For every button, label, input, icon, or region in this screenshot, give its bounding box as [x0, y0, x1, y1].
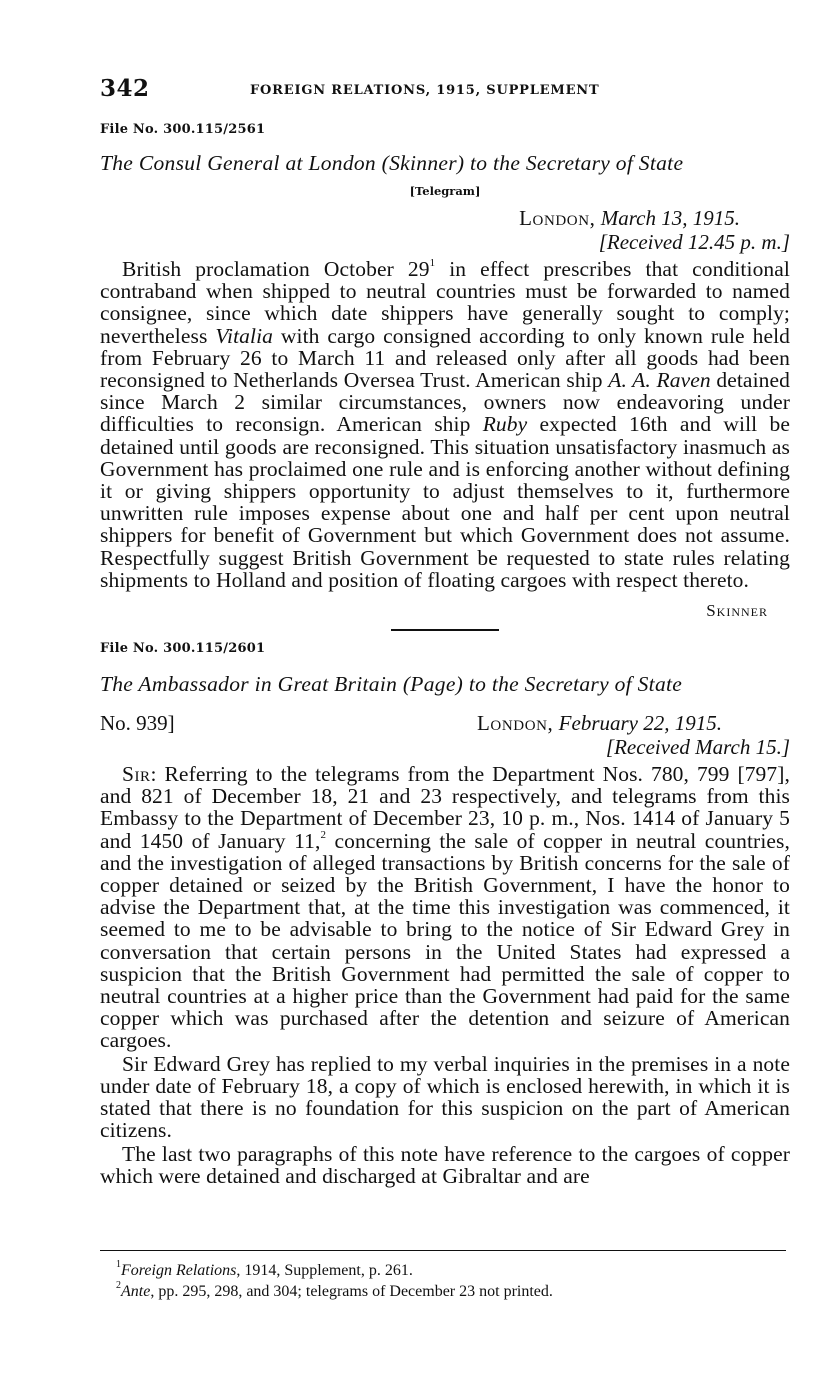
- running-head: [100, 70, 790, 110]
- dateline-place: London,: [519, 206, 596, 230]
- telegram-body: British proclamation October $29^1$ in effect prescribes that conditional contraband when shipped to neutral countries must be forwarded to named consignee, since which date shippers have generally sought to comply; nevertheless Vitalia with cargo consigned according to only known rule held from February 26 to March 11 and released only after all goods had been reconsigned to Netherlands Oversea Trust. American ship A. A. Raven detained since March 2 similar circumstances, owners now endeavoring under difficulties to reconsign. American ship Ruby expected 16th and will be detained until goods are reconsigned. This situation unsatisfactory inasmuch as Government has proclaimed one rule and is enforcing another without defining it or giving shippers opportunity to adjust themselves to it, furthermore unwritten rule imposes expense about one and half per cent upon neutral shippers for benefit of Government but which Government does not assume. Respectfully suggest British Government be requested to state rules relating shipments to Holland and position of floating cargoes with respect thereto.: [100, 256, 791, 592]
- page-number: 342: [100, 75, 150, 102]
- footnote-2: $^2$Ante, pp. 295, 298, and 304; telegrams of December 23 not printed.: [116, 1279, 553, 1300]
- dateline: [100, 711, 790, 759]
- dateline-date: February 22, 1915.: [558, 711, 722, 736]
- footnote-1: $^1$Foreign Relations, 1914, Supplement, p. 261.: [116, 1258, 413, 1279]
- despatch-number: No. 939]: [100, 711, 175, 736]
- footnote-ref: 1: [429, 256, 436, 269]
- paragraph: Sir Edward Grey has replied to my verbal inquiries in the premises in a note under date of February 18, a copy of which is enclosed herewith, in which it is stated that there is no foundation for this suspicion on the part of American citizens.: [100, 1051, 790, 1143]
- footnote-ref: 2: [320, 828, 327, 841]
- despatch-body: Sir: Referring to the telegrams from the Department Nos. 780, 799 [797], and 821 of December 18, 21 and 23 respectively, and telegrams from this Embassy to the Department of December 23, 10 p. m., Nos. 1414 of January 5 and 1450 of January 11,$^2$ concerning the sale of copper in neutral countries, and the investigation of alleged transactions by British concerns for the sale of copper detained or seized by the British Government, I have the honor to advise the Department that, at the time this investigation was commenced, it seemed to me to be advisable to bring to the notice of Sir Edward Grey in conversation that certain persons in the United States had expressed a suspicion that the British Government had permitted the sale of copper to neutral countries at a higher price than the Government had paid for the same copper which was purchased after the detention and seizure of American cargoes. Sir Edward Grey has replied to my verbal inquiries in the premises in a note under date of February 18, a copy of which is enclosed herewith, in which it is stated that there is no foundation for this suspicion on the part of American citizens. The last two paragraphs of this note have reference to the cargoes of copper which were detained and discharged at Gibraltar and are: [100, 762, 790, 1188]
- paragraph: The last two paragraphs of this note have reference to the cargoes of copper which were detained and discharged at Gibraltar and are: [100, 1141, 790, 1188]
- telegram-label: [Telegram]: [409, 184, 481, 198]
- footnote-rule: [100, 1250, 786, 1251]
- document-heading: The Consul General at London (Skinner) to the Secretary of State: [100, 151, 684, 175]
- document-page: [100, 70, 790, 1187]
- dateline: [100, 206, 790, 254]
- file-number: File No. 300.115/2561: [100, 122, 266, 137]
- footnotes: [116, 1260, 553, 1302]
- ship-name: A. A. Raven: [608, 368, 711, 393]
- salutation: Sir: [122, 762, 151, 787]
- running-title: FOREIGN RELATIONS, 1915, SUPPLEMENT: [250, 83, 600, 98]
- received-line: [Received 12.45 p. m.]: [598, 230, 790, 254]
- document-telegram: [100, 122, 790, 621]
- dateline-place: London,: [476, 711, 554, 736]
- document-heading: The Ambassador in Great Britain (Page) to the Secretary of State: [100, 672, 683, 697]
- ship-name: Vitalia: [215, 323, 273, 348]
- ship-name: Ruby: [482, 412, 528, 437]
- section-separator: [391, 629, 499, 631]
- received-line: [Received March 15.]: [605, 735, 790, 760]
- file-number: File No. 300.115/2601: [100, 641, 266, 657]
- dateline-date: March 13, 1915.: [600, 206, 740, 230]
- document-despatch: [100, 641, 790, 1187]
- signature: Skinner: [706, 601, 768, 621]
